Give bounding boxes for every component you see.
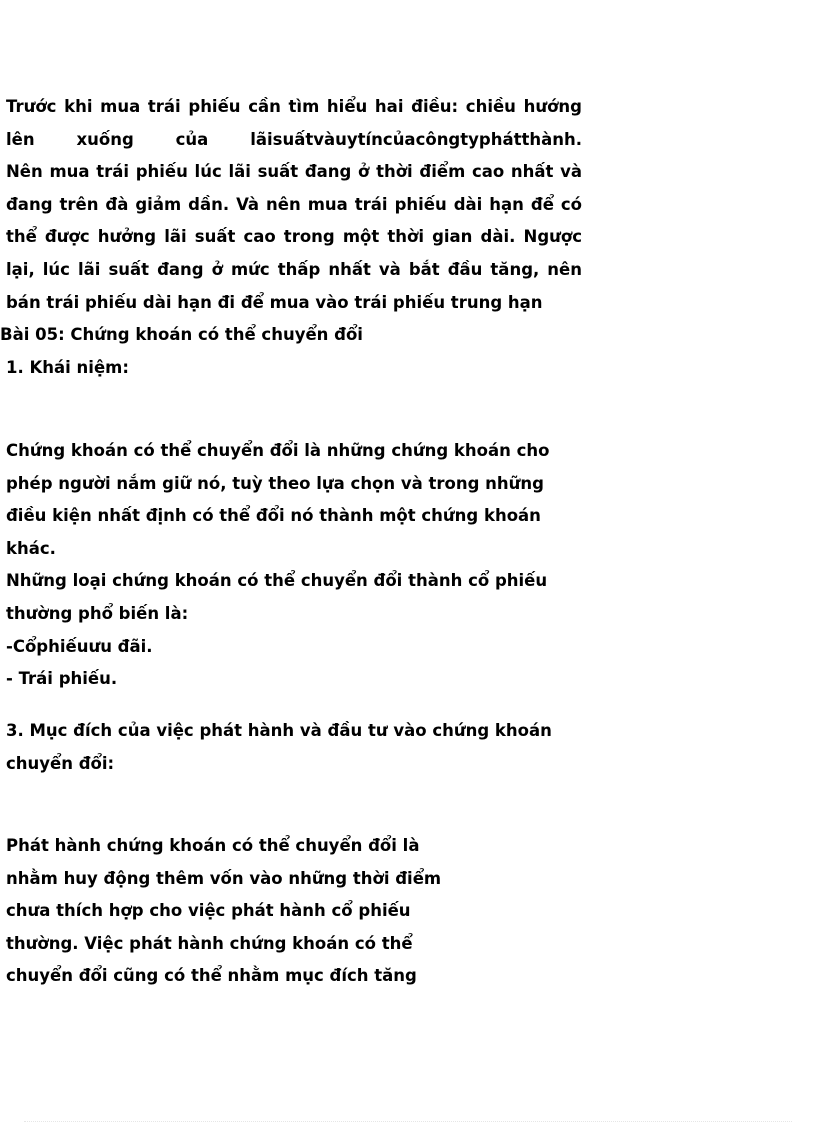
types-line-1: Những loại chứng khoán có thể chuyển đổi thành cổ phiếu bbox=[6, 571, 548, 591]
section-3-heading bbox=[6, 715, 552, 780]
intro-line-5: thể được hưởng lãi suất cao trong một thời gian dài. Ngược bbox=[6, 227, 582, 247]
definition-line-4: khác. bbox=[6, 538, 56, 558]
section-3-heading-line-1: 3. Mục đích của việc phát hành và đầu tư vào chứng khoán bbox=[6, 721, 552, 740]
definition-line-3: điều kiện nhất định có thể đổi nó thành một chứng khoán bbox=[6, 506, 541, 526]
purpose-line-1: Phát hành chứng khoán có thể chuyển đổi là bbox=[6, 836, 420, 855]
intro-line-7: bán trái phiếu dài hạn đi để mua vào trái phiếu trung hạn bbox=[6, 292, 543, 312]
types-line-2: thường phổ biến là: bbox=[6, 603, 189, 623]
purpose-line-4: thường. Việc phát hành chứng khoán có thể bbox=[6, 933, 413, 953]
intro-line-2: lên xuống của lãisuấtvàuytíncủacôngtyphátthành. bbox=[6, 129, 582, 149]
lesson-title: Bài 05: Chứng khoán có thể chuyển đổi bbox=[0, 325, 363, 344]
definition-paragraph bbox=[6, 435, 549, 696]
purpose-paragraph bbox=[6, 830, 441, 993]
intro-line-3: Nên mua trái phiếu lúc lãi suất đang ở thời điểm cao nhất và bbox=[6, 162, 582, 182]
section-1-heading: 1. Khái niệm: bbox=[6, 358, 129, 377]
intro-paragraph bbox=[6, 91, 582, 319]
purpose-line-2: nhằm huy động thêm vốn vào những thời điểm bbox=[6, 868, 442, 888]
intro-line-1: Trước khi mua trái phiếu cần tìm hiểu hai điều: chiều hướng bbox=[6, 97, 582, 116]
purpose-line-5: chuyển đổi cũng có thể nhằm mục đích tăng bbox=[6, 966, 417, 986]
page-bottom-rule bbox=[24, 1121, 792, 1122]
list-item-preferred-stock: -Cổphiếuưu đãi. bbox=[6, 636, 153, 656]
intro-line-4: đang trên đà giảm dần. Và nên mua trái phiếu dài hạn để có bbox=[6, 194, 582, 214]
purpose-line-3: chưa thích hợp cho việc phát hành cổ phiếu bbox=[6, 901, 411, 921]
intro-line-6: lại, lúc lãi suất đang ở mức thấp nhất và bắt đầu tăng, nên bbox=[6, 259, 582, 279]
list-item-bonds: - Trái phiếu. bbox=[6, 669, 118, 689]
definition-line-2: phép người nắm giữ nó, tuỳ theo lựa chọn và trong những bbox=[6, 473, 544, 493]
definition-line-1: Chứng khoán có thể chuyển đổi là những chứng khoán cho bbox=[6, 441, 550, 460]
section-3-heading-line-2: chuyển đổi: bbox=[6, 753, 115, 773]
